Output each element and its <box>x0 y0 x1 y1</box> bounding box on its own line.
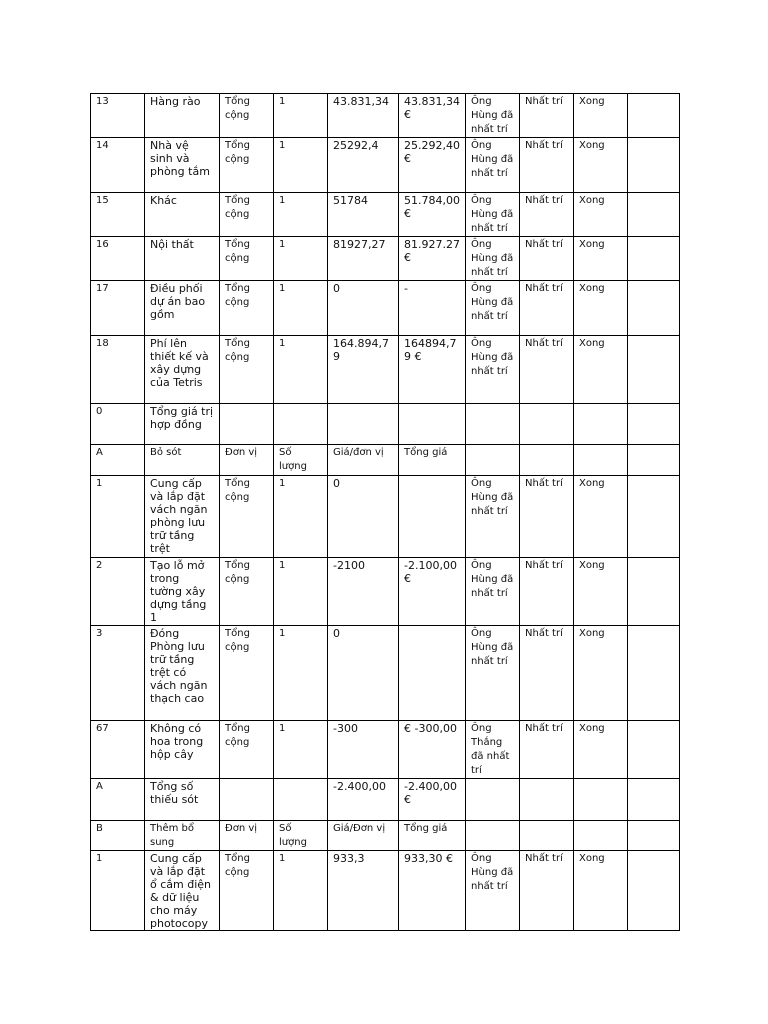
approval-note-cell: Ông Hùng đã nhất trí <box>466 558 520 626</box>
table-row <box>91 404 680 445</box>
item-number-cell: 67 <box>91 721 145 779</box>
approval-note-cell: Ông Hùng đã nhất trí <box>466 281 520 336</box>
quantity-cell: 1 <box>274 851 328 931</box>
total-price-cell <box>399 626 466 721</box>
quantity-cell: 1 <box>274 281 328 336</box>
completion-status-cell: Xong <box>574 626 628 721</box>
item-description-cell: Tổng giá trị hợp đồng <box>145 404 220 445</box>
agreement-status-cell: Nhất trí <box>520 336 574 404</box>
item-description-cell: Cung cấp và lắp đặt ổ cắm điện & dữ liệu cho máy photocopy <box>145 851 220 931</box>
completion-status-cell <box>574 445 628 476</box>
item-number-cell: 18 <box>91 336 145 404</box>
approval-note-cell <box>466 445 520 476</box>
unit-cell: Tổng cộng <box>220 237 274 281</box>
item-number-cell: 3 <box>91 626 145 721</box>
extra-cell <box>628 721 680 779</box>
item-number-cell: A <box>91 779 145 821</box>
unit-price-cell: 51784 <box>328 193 399 237</box>
agreement-status-cell: Nhất trí <box>520 626 574 721</box>
item-description-cell: Cung cấp và lắp đặt vách ngăn phòng lưu trữ tầng trệt <box>145 476 220 558</box>
extra-cell <box>628 281 680 336</box>
item-description-cell: Bỏ sót <box>145 445 220 476</box>
item-description-cell: Tạo lỗ mở trong tường xây dựng tầng 1 <box>145 558 220 626</box>
completion-status-cell <box>574 779 628 821</box>
extra-cell <box>628 779 680 821</box>
item-description-cell: Khác <box>145 193 220 237</box>
item-number-cell: A <box>91 445 145 476</box>
agreement-status-cell <box>520 779 574 821</box>
unit-price-cell: 43.831,34 <box>328 94 399 138</box>
completion-status-cell: Xong <box>574 851 628 931</box>
approval-note-cell: Ông Hùng đã nhất trí <box>466 336 520 404</box>
total-price-cell: 933,30 € <box>399 851 466 931</box>
unit-price-cell: 164.894,79 <box>328 336 399 404</box>
agreement-status-cell: Nhất trí <box>520 851 574 931</box>
table-row <box>91 138 680 193</box>
unit-price-cell: 0 <box>328 626 399 721</box>
extra-cell <box>628 626 680 721</box>
quantity-cell <box>274 779 328 821</box>
approval-note-cell: Ông Hùng đã nhất trí <box>466 851 520 931</box>
item-number-cell: 15 <box>91 193 145 237</box>
table-row <box>91 558 680 626</box>
item-number-cell: 13 <box>91 94 145 138</box>
approval-note-cell: Ông Hùng đã nhất trí <box>466 94 520 138</box>
agreement-status-cell <box>520 445 574 476</box>
unit-price-cell <box>328 404 399 445</box>
approval-note-cell <box>466 404 520 445</box>
table-row <box>91 821 680 851</box>
approval-note-cell: Ông Hùng đã nhất trí <box>466 626 520 721</box>
agreement-status-cell: Nhất trí <box>520 558 574 626</box>
completion-status-cell: Xong <box>574 237 628 281</box>
total-price-cell <box>399 404 466 445</box>
item-number-cell: 0 <box>91 404 145 445</box>
item-description-cell: Điều phối dự án bao gồm <box>145 281 220 336</box>
approval-note-cell: Ông Hùng đã nhất trí <box>466 193 520 237</box>
unit-cell: Tổng cộng <box>220 281 274 336</box>
completion-status-cell: Xong <box>574 336 628 404</box>
unit-cell: Tổng cộng <box>220 476 274 558</box>
quantity-cell: 1 <box>274 558 328 626</box>
unit-cell: Tổng cộng <box>220 94 274 138</box>
approval-note-cell: Ông Hùng đã nhất trí <box>466 476 520 558</box>
table-row <box>91 445 680 476</box>
item-number-cell: 1 <box>91 476 145 558</box>
completion-status-cell: Xong <box>574 721 628 779</box>
unit-cell: Đơn vị <box>220 821 274 851</box>
completion-status-cell: Xong <box>574 281 628 336</box>
item-number-cell: 16 <box>91 237 145 281</box>
completion-status-cell: Xong <box>574 476 628 558</box>
table-row <box>91 94 680 138</box>
extra-cell <box>628 851 680 931</box>
unit-price-cell: 933,3 <box>328 851 399 931</box>
item-description-cell: Nội thất <box>145 237 220 281</box>
item-description-cell: Hàng rào <box>145 94 220 138</box>
unit-price-cell: Giá/Đơn vị <box>328 821 399 851</box>
total-price-cell: Tổng giá <box>399 445 466 476</box>
total-price-cell: - <box>399 281 466 336</box>
unit-cell: Tổng cộng <box>220 626 274 721</box>
quantity-cell: 1 <box>274 138 328 193</box>
unit-cell: Tổng cộng <box>220 558 274 626</box>
quantity-cell: 1 <box>274 237 328 281</box>
quantity-cell: 1 <box>274 476 328 558</box>
extra-cell <box>628 445 680 476</box>
item-description-cell: Đóng Phòng lưu trữ tầng trệt có vách ngăn thạch cao <box>145 626 220 721</box>
table-row <box>91 779 680 821</box>
extra-cell <box>628 138 680 193</box>
completion-status-cell: Xong <box>574 193 628 237</box>
total-price-cell: -2.100,00 € <box>399 558 466 626</box>
unit-cell: Tổng cộng <box>220 138 274 193</box>
unit-cell: Tổng cộng <box>220 336 274 404</box>
unit-cell: Tổng cộng <box>220 721 274 779</box>
extra-cell <box>628 404 680 445</box>
agreement-status-cell <box>520 404 574 445</box>
item-description-cell: Không có hoa trong hộp cây <box>145 721 220 779</box>
item-number-cell: 2 <box>91 558 145 626</box>
quantity-cell: 1 <box>274 193 328 237</box>
approval-note-cell <box>466 821 520 851</box>
agreement-status-cell: Nhất trí <box>520 193 574 237</box>
item-description-cell: Tổng số thiếu sót <box>145 779 220 821</box>
agreement-status-cell: Nhất trí <box>520 721 574 779</box>
total-price-cell: Tổng giá <box>399 821 466 851</box>
total-price-cell: 43.831,34 € <box>399 94 466 138</box>
total-price-cell: 81.927.27 € <box>399 237 466 281</box>
item-number-cell: B <box>91 821 145 851</box>
unit-cell: Tổng cộng <box>220 851 274 931</box>
extra-cell <box>628 193 680 237</box>
table-row <box>91 476 680 558</box>
completion-status-cell <box>574 821 628 851</box>
extra-cell <box>628 94 680 138</box>
extra-cell <box>628 476 680 558</box>
agreement-status-cell: Nhất trí <box>520 138 574 193</box>
item-number-cell: 14 <box>91 138 145 193</box>
total-price-cell: 51.784,00 € <box>399 193 466 237</box>
item-description-cell: Thêm bổ sung <box>145 821 220 851</box>
unit-price-cell: 0 <box>328 281 399 336</box>
completion-status-cell: Xong <box>574 138 628 193</box>
unit-cell: Đơn vị <box>220 445 274 476</box>
extra-cell <box>628 821 680 851</box>
agreement-status-cell: Nhất trí <box>520 237 574 281</box>
total-price-cell: 25.292,40 € <box>399 138 466 193</box>
table-row <box>91 721 680 779</box>
table-row <box>91 193 680 237</box>
quantity-cell: Số lượng <box>274 821 328 851</box>
unit-price-cell: 0 <box>328 476 399 558</box>
quantity-cell: 1 <box>274 94 328 138</box>
table-row <box>91 851 680 931</box>
table-row <box>91 237 680 281</box>
quantity-cell: Số lượng <box>274 445 328 476</box>
unit-price-cell: Giá/đơn vị <box>328 445 399 476</box>
item-description-cell: Nhà vệ sinh và phòng tắm <box>145 138 220 193</box>
table-row <box>91 626 680 721</box>
completion-status-cell <box>574 404 628 445</box>
extra-cell <box>628 237 680 281</box>
quantity-cell: 1 <box>274 721 328 779</box>
approval-note-cell: Ông Hùng đã nhất trí <box>466 138 520 193</box>
total-price-cell: -2.400,00 € <box>399 779 466 821</box>
extra-cell <box>628 336 680 404</box>
quantity-cell: 1 <box>274 626 328 721</box>
unit-price-cell: -2100 <box>328 558 399 626</box>
table-row <box>91 336 680 404</box>
unit-cell <box>220 404 274 445</box>
completion-status-cell: Xong <box>574 94 628 138</box>
agreement-status-cell: Nhất trí <box>520 281 574 336</box>
agreement-status-cell <box>520 821 574 851</box>
unit-price-cell: -300 <box>328 721 399 779</box>
table-row <box>91 281 680 336</box>
approval-note-cell <box>466 779 520 821</box>
item-number-cell: 1 <box>91 851 145 931</box>
cost-table <box>90 93 680 931</box>
total-price-cell: 164894,79 € <box>399 336 466 404</box>
completion-status-cell: Xong <box>574 558 628 626</box>
total-price-cell <box>399 476 466 558</box>
quantity-cell <box>274 404 328 445</box>
unit-price-cell: 81927,27 <box>328 237 399 281</box>
agreement-status-cell: Nhất trí <box>520 94 574 138</box>
unit-price-cell: 25292,4 <box>328 138 399 193</box>
extra-cell <box>628 558 680 626</box>
approval-note-cell: Ông Hùng đã nhất trí <box>466 237 520 281</box>
approval-note-cell: Ông Thắng đã nhất trí <box>466 721 520 779</box>
unit-price-cell: -2.400,00 <box>328 779 399 821</box>
item-description-cell: Phí lên thiết kế và xây dựng của Tetris <box>145 336 220 404</box>
agreement-status-cell: Nhất trí <box>520 476 574 558</box>
quantity-cell: 1 <box>274 336 328 404</box>
unit-cell <box>220 779 274 821</box>
item-number-cell: 17 <box>91 281 145 336</box>
unit-cell: Tổng cộng <box>220 193 274 237</box>
total-price-cell: € -300,00 <box>399 721 466 779</box>
